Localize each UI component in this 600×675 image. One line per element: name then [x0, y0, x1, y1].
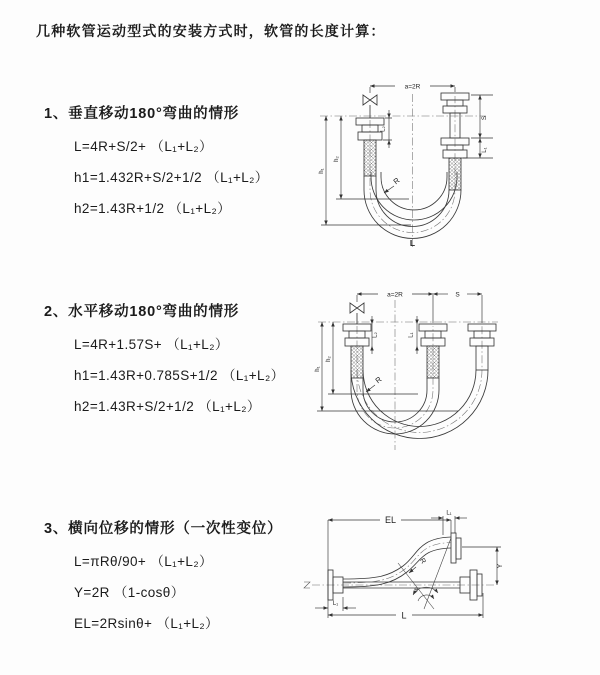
- section-3-formula-EL: EL=2Rsinθ+ （L₁+L₂）: [74, 616, 219, 631]
- section-lateral-displacement: [44, 517, 282, 632]
- section-1-heading: 1、垂直移动180°弯曲的情形: [44, 106, 240, 122]
- section-2-formula-h2: h2=1.43R+S/2+1/2 （L₁+L₂）: [74, 399, 261, 414]
- dim-label-l1-left: L₁: [332, 601, 339, 607]
- section-2-formula-h1: h1=1.43R+0.785S+1/2 （L₁+L₂）: [74, 368, 285, 383]
- dim-label-s: S: [481, 115, 488, 121]
- dim-label-l1-top: L₁: [446, 510, 452, 517]
- diagram-lateral-displacement: [300, 505, 600, 660]
- dim-label-el: EL: [384, 515, 397, 525]
- section-horizontal-bend: [44, 300, 285, 415]
- section-vertical-bend: [44, 102, 269, 217]
- dim-label-r: R: [373, 374, 384, 386]
- dim-label-l2: L₂: [372, 332, 379, 338]
- dim-label-l2: L₂: [380, 126, 387, 132]
- section-1-formula-h1: h1=1.432R+S/2+1/2 （L₁+L₂）: [74, 170, 269, 185]
- section-3-heading: 3、横向位移的情形（一次性变位）: [44, 521, 283, 537]
- centerline-break-mark: [304, 582, 310, 588]
- dim-label-r: R: [418, 557, 427, 566]
- section-1-formula-L: L=4R+S/2+ （L₁+L₂）: [74, 139, 213, 154]
- dim-label-r: R: [391, 175, 402, 187]
- dim-label-h2: h₂: [326, 356, 332, 362]
- dim-label-l1: L₁: [408, 332, 415, 338]
- dim-label-h1: h₁: [315, 366, 321, 372]
- hose-s-curve: [343, 537, 451, 587]
- diagram-horizontal-180-bend: [312, 282, 600, 460]
- centerlines: [318, 300, 498, 450]
- dim-label-y: Y: [497, 563, 504, 569]
- dim-label-h1: h₁: [319, 168, 325, 174]
- dim-label-l1: L₁: [482, 147, 488, 153]
- section-1-formula-h2: h2=1.43R+1/2 （L₁+L₂）: [74, 201, 232, 216]
- dimension-lines: [315, 516, 501, 618]
- middle-pipe-fitting: [419, 324, 447, 378]
- dim-label-h2: h₂: [334, 156, 340, 162]
- diagram-vertical-180-bend: [312, 76, 590, 254]
- page-title: 几种软管运动型式的安装方式时，软管的长度计算：: [36, 23, 386, 39]
- section-3-formula-L: L=πRθ/90+ （L₁+L₂）: [74, 554, 213, 569]
- dim-label-l: L: [409, 238, 416, 248]
- dim-label-theta: θ: [414, 587, 418, 594]
- dim-label-a2r: a=2R: [387, 291, 403, 299]
- valve-icon: [350, 303, 364, 324]
- section-3-formula-Y: Y=2R （1-cosθ）: [74, 585, 185, 600]
- displaced-flange: [451, 533, 461, 563]
- dim-label-a2r: a=2R: [404, 83, 421, 91]
- dim-label-s: S: [455, 291, 460, 299]
- hose-u-bend-two-positions: [351, 370, 488, 439]
- dimension-lines: [317, 291, 482, 411]
- dim-label-l: L: [401, 610, 407, 621]
- section-2-heading: 2、水平移动180°弯曲的情形: [44, 304, 240, 320]
- valve-icon: [363, 95, 377, 118]
- section-2-formula-L: L=4R+1.57S+ （L₁+L₂）: [74, 337, 229, 352]
